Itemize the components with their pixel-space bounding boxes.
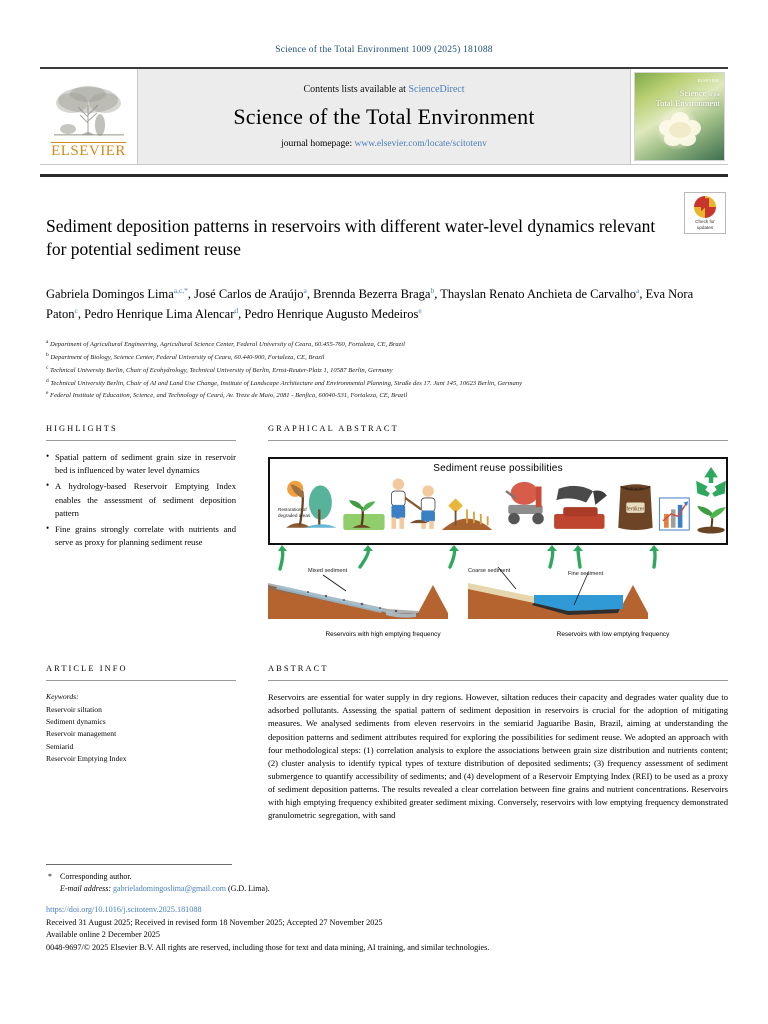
crossmark-label: Check for updates [695,219,715,230]
cover-flower-icon [658,108,702,146]
asterisk-marker: * [48,872,52,882]
seedling-plot-icon [343,501,384,531]
affiliation-c: $^c$ Technical University Berlin, Chair of Ecohydrology, Technical University of Berlin, Ernst-Reuter-Platz 1, 10587 Berlin, Germany [46,364,393,374]
crossmark-icon [694,196,716,218]
reservoir-high-frequency [268,575,448,619]
affiliation-e: $^e$ Federal Institute of Education, Science, and Technology of Ceará, Av. Treze de Maio, 2081 - Benfica, 60040-531, Fortaleza, CE, Brazil [46,390,408,400]
journal-homepage-link[interactable]: www.elsevier.com/locate/scitotenv [354,139,487,149]
keyword-item: Reservoir management [46,729,117,739]
contents-prefix: Contents lists available at [303,84,409,95]
publication-metadata [46,904,726,954]
doi-link[interactable]: https://doi.org/10.1016/j.scitotenv.2025.181088 [46,905,202,915]
email-owner: (G.D. Lima). [227,884,270,894]
footnote-rule [46,864,232,865]
reservoir-low-frequency [468,567,648,619]
label-mixed-sediment: Mixed sediment [308,568,348,575]
sediment-reuse-box [268,457,728,545]
page-title: Sediment deposition patterns in reservoirs with different water-level dynamics relevant for potential sediment reuse [46,216,656,260]
affiliation-d: $^d$ Technical University Berlin, Chair of AI and Land Use Change, Institute of Landscape Architecture and Environmental Planning, Straße des 17. Juni 145, 10623 Berlin, Germany [46,377,522,387]
reservoir-cross-sections [268,545,728,629]
graphical-abstract-rule [268,440,728,441]
upward-arrows [280,549,655,569]
elsevier-wordmark: ELSEVIER [51,143,126,160]
available-online: Available online 2 December 2025 [46,930,160,940]
keyword-item: Sediment dynamics [46,716,106,726]
bricks-icon [554,486,607,529]
crop-field-icon [442,499,492,531]
page-footnotes [46,864,726,954]
journal-masthead [40,67,728,165]
article-info-column [40,664,250,822]
sediment-reuse-title: Sediment reuse possibilities [433,463,563,475]
affiliation-list [46,338,722,402]
masthead-bottom-rule [40,174,728,177]
abstract-column [250,664,728,822]
graphical-abstract-column [250,424,728,638]
abstract-heading: ABSTRACT [268,664,329,674]
email-label: E-mail address: [60,884,112,894]
abstract-rule [268,680,728,681]
copyright-line: 0048-9697/© 2025 Elsevier B.V. All rights are reserved, including those for text and data mining, AI training, and similar technologies. [46,942,490,952]
keyword-item: Reservoir siltation [46,704,102,714]
sciencedirect-link[interactable]: ScienceDirect [408,84,465,95]
label-coarse-sediment: Coarse sediment [468,568,511,575]
arrow-heads [278,545,659,551]
info-abstract-row [40,664,728,822]
keyword-item: Reservoir Emptying Index [46,753,127,763]
journal-title: Science of the Total Environment [233,104,535,129]
footer-low-frequency: Reservoirs with low emptying frequency [556,631,670,639]
reservoir-footer-labels [268,631,728,638]
cover-title: Science of the Total Environment [655,88,720,108]
affiliation-a: $^a$ Department of Agricultural Engineering, Agricultural Science Center, Federal University of Ceara, 60.455-760, Fortaleza, CE, Brazil [46,339,405,349]
elsevier-logo [40,69,138,164]
keywords-label: Keywords: [46,692,79,702]
svg-text:fertilizer: fertilizer [626,506,645,513]
journal-homepage-line [281,139,487,149]
crossmark-badge[interactable] [684,192,726,234]
highlight-item: • Fine grains strongly correlate with nutrients and serve as proxy for planning sediment reuse [46,523,236,549]
cover-brand-label: ELSEVIER [697,78,719,83]
author-list: Gabriela Domingos Lima$^{a,c,*}$, José Carlos de Araújo$^a$, Brennda Bezerra Braga$^b$, Thayslan Renato Anchieta de Carvalho$^a$, Eva Nora Paton$^c$, Pedro Henrique Lima Alencar$^d$, Pedro Henrique Augusto Medeiros$^e$ [46,285,694,321]
email-link[interactable]: gabrieladomingoslima@gmail.com [113,884,226,894]
highlights-heading: HIGHLIGHTS [46,424,118,434]
nutrients-caption: Nutrients [625,486,644,492]
footer-high-frequency: Reservoirs with high emptying frequency [325,631,441,639]
email-note [46,883,726,895]
highlights-graphical-row [40,424,728,638]
graphical-abstract-figure [268,457,728,638]
abstract-text: Reservoirs are essential for water supply in dry regions. However, siltation reduces their capacity and degrades water quality due to adsorbed pollutants. Assessing the spatial pattern of sediment deposition in reservoirs is crucial for the adoption of mitigating measures. We analysed sediments from eleven reservoirs in the semiarid Jaguaribe Basin, Brazil, aiming at understanding the deposition patterns and sediment attributes required for exploring the possibilities for sediment reuse. We adopted an approach with four methodological steps: (1) correlation analysis to explore the associations between grain size distribution and nutrients content; (2) cluster analysis to identify typical types of texture distribution of deposited sediments; (3) frequency assessment of sediment submergence to quantify accessibility of sediments; and (4) development of a Reservoir Emptying Index (REI) to be used as a proxy of sediment deposition patterns. The results revealed a clear correlation between fine grains and nutrient concentrations. Reservoirs with high emptying frequency exhibited greater sediment mixing. Conversely, reservoirs with low emptying frequency demonstrated granulometric segregation, with sand [268,692,728,820]
keyword-item: Semiarid [46,741,74,751]
journal-cover-thumbnail [630,69,728,164]
highlights-column [40,424,250,638]
graphical-abstract-heading: GRAPHICAL ABSTRACT [268,424,399,434]
restoration-icon [286,481,336,528]
article-info-heading: ARTICLE INFO [46,664,128,674]
label-fine-sediment: Fine sediment [568,571,604,578]
contents-line [303,84,464,95]
masthead-center [138,69,630,164]
highlights-list [46,451,236,548]
affiliation-b: $^b$ Department of Biology, Science Center, Federal University of Ceara, 60.440-900, Fortaleza, CE, Brazil [46,351,325,362]
reuse-icon-strip [270,459,726,545]
running-head: Science of the Total Environment 1009 (2025) 181088 [275,45,493,55]
keywords-block [46,691,236,765]
reservoir-diagram [268,545,666,629]
article-info-rule [46,680,236,681]
concrete-mixer-icon [506,482,544,524]
recycling-nutrients-icon [696,467,726,533]
restoration-caption: Restoration of degraded areas [278,507,311,518]
elsevier-tree-icon [52,83,126,141]
cover-artwork [634,72,725,161]
people-working-icon [391,479,435,529]
homepage-prefix: journal homepage: [281,139,355,149]
corresponding-author-note: * Corresponding author. [48,872,132,882]
highlights-rule [46,440,236,441]
highlight-item: • A hydrology-based Reservoir Emptying Index enables the assessment of sediment deposition pattern [46,480,236,519]
chart-icon [659,498,689,530]
highlight-item: • Spatial pattern of sediment grain size in reservoir bed is influenced by water level dynamics [46,451,236,477]
received-dates: Received 31 August 2025; Received in revised form 18 November 2025; Accepted 27 November 2025 [46,917,383,927]
